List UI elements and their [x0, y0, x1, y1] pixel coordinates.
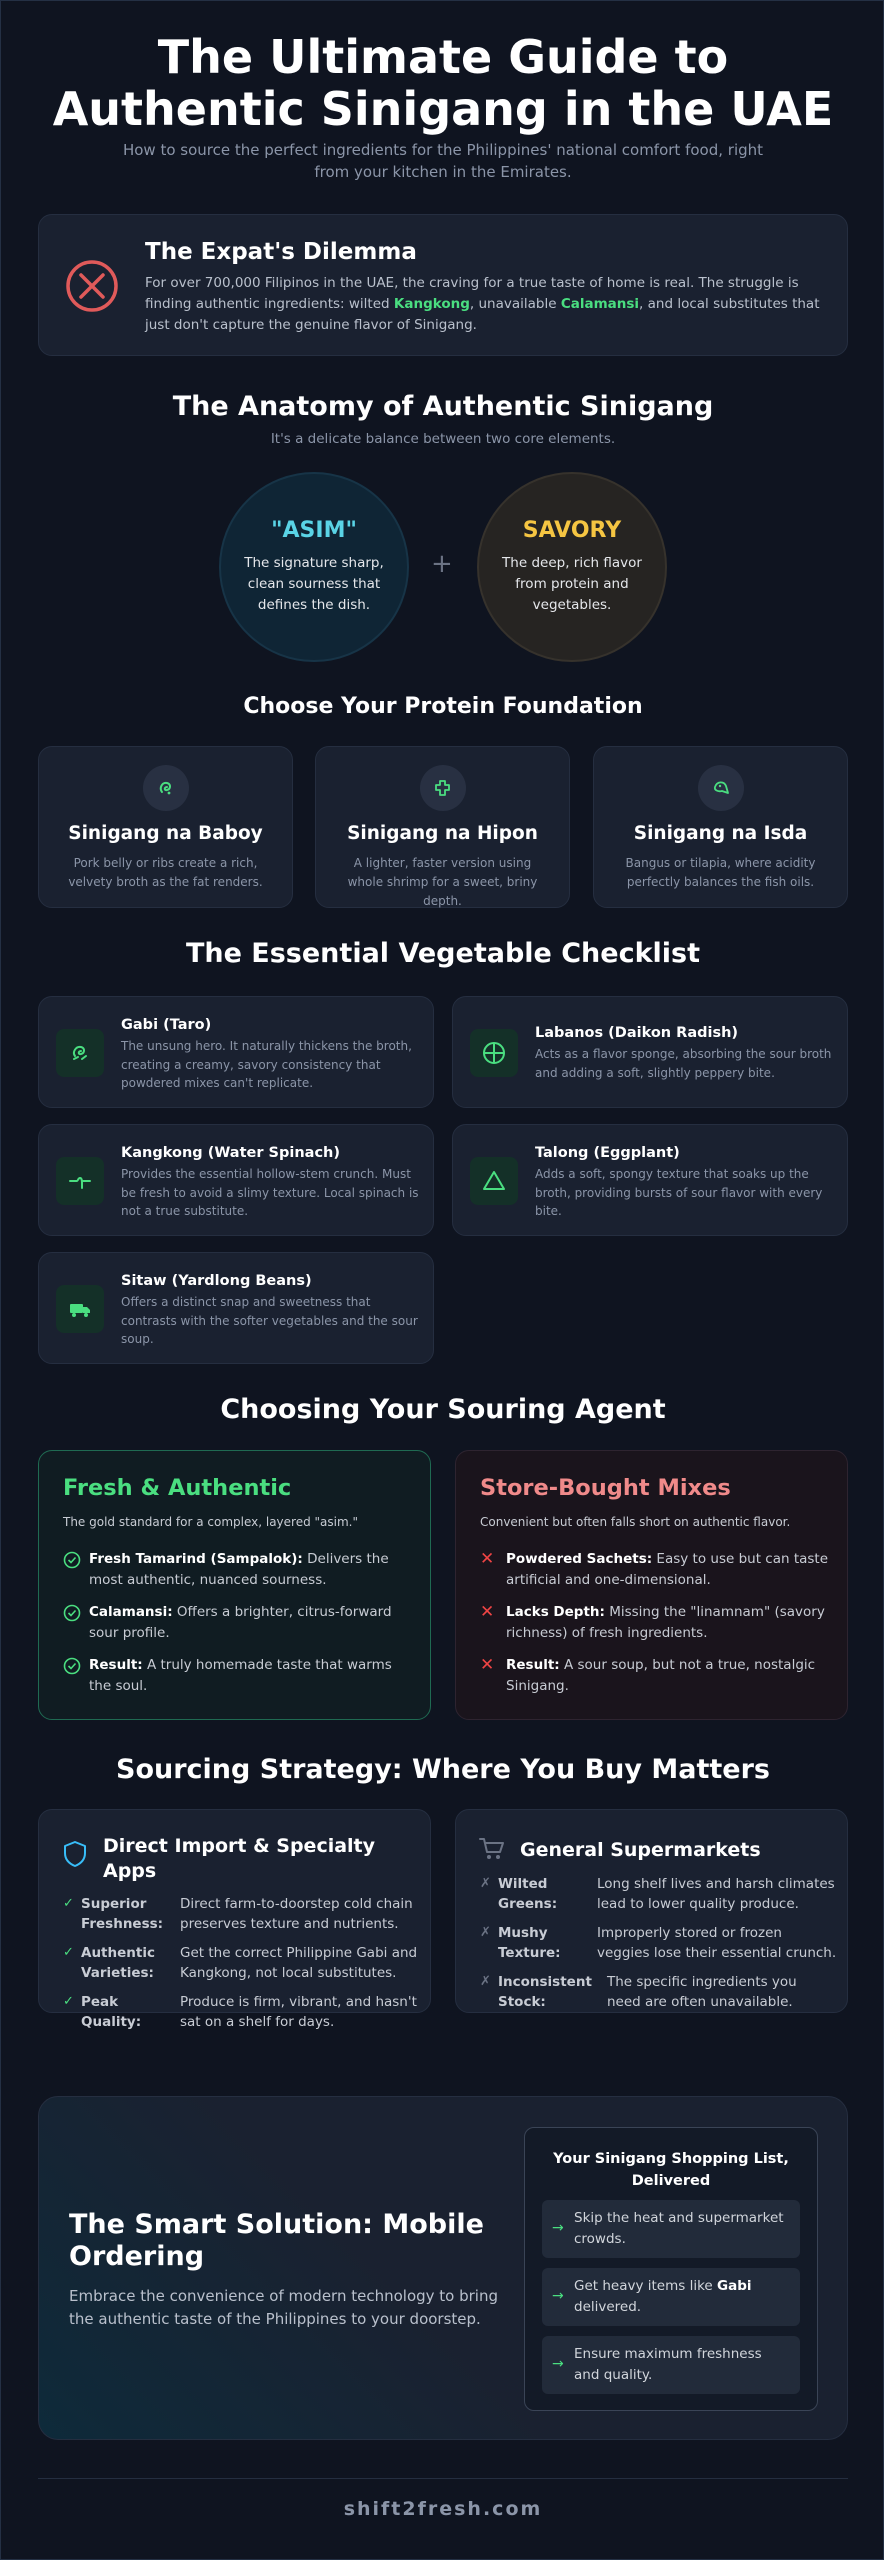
store-item: ✕ Result: A sour soup, but not a true, nostalgic Sinigang.: [480, 1655, 816, 1694]
x-mark-icon: ✕: [480, 1602, 495, 1622]
store-item: ✕ Powdered Sachets: Easy to use but can taste artificial and one-dimensional.: [480, 1549, 829, 1588]
supermarket-card: General Supermarkets ✗ Wilted Greens: Long shelf lives and harsh climates lead to lower quality produce. ✗ Mushy Texture: Improperly stored or frozen veggies lose their essential crunch. ✗ Inconsistent Stock: The specific ingredients you need are often unavailable.: [455, 1809, 848, 2013]
veg-name: Talong (Eggplant): [535, 1145, 680, 1161]
protein-card-hipon: [315, 746, 570, 908]
veg-card-kangkong: [38, 1124, 434, 1236]
footer-divider: [38, 2478, 848, 2479]
radish-icon: [470, 1029, 518, 1077]
veg-card-gabi: [38, 996, 434, 1108]
fresh-title: Fresh & Authentic: [63, 1475, 292, 1501]
smart-desc: Embrace the convenience of modern technology to bring the authentic taste of the Philippines to your doorstep.: [69, 2287, 499, 2328]
protein-name: Sinigang na Baboy: [68, 823, 263, 844]
check-circle-icon: [63, 1551, 81, 1569]
eggplant-icon: [470, 1157, 518, 1205]
savory-desc: The deep, rich flavor from protein and vegetables.: [502, 555, 642, 613]
dilemma-text: For over 700,000 Filipinos in the UAE, the craving for a true taste of home is real. The struggle is finding authentic ingredients: wilted Kangkong, unavailable Calamansi, and local substitutes that just don't capture the genuine flavor of Sinigang.: [145, 275, 820, 333]
shopping-list-item: → Get heavy items like Gabi delivered.: [542, 2268, 800, 2326]
check-circle-icon: [63, 1604, 81, 1622]
asim-desc: The signature sharp, clean sourness that defines the dish.: [244, 555, 384, 613]
veg-name: Sitaw (Yardlong Beans): [121, 1273, 312, 1289]
protein-desc: A lighter, faster version using whole shrimp for a sweet, briny depth.: [347, 856, 538, 908]
veg-card-talong: [452, 1124, 848, 1236]
smart-title: The Smart Solution: Mobile Ordering: [69, 2209, 484, 2272]
fresh-card: [38, 1450, 431, 1720]
footer-brand[interactable]: shift2fresh.com: [343, 2498, 543, 2520]
highlight-kangkong: Kangkong: [393, 296, 470, 312]
veg-card-sitaw: [38, 1252, 434, 1364]
plus-sign: +: [431, 549, 453, 579]
fresh-item: Result: A truly homemade taste that warms the soul.: [63, 1655, 413, 1697]
shopping-list-item: → Skip the heat and supermarket crowds.: [542, 2200, 800, 2258]
check-icon: ✓: [63, 1896, 74, 1911]
page-title: The Ultimate Guide to Authentic Sinigang in the UAE: [52, 30, 834, 136]
protein-title: Choose Your Protein Foundation: [243, 694, 643, 719]
spinach-icon: [56, 1157, 104, 1205]
veg-desc: Acts as a flavor sponge, absorbing the sour broth and adding a soft, slightly peppery bite.: [535, 1047, 832, 1080]
store-card: [455, 1450, 848, 1720]
shopping-list-item: → Ensure maximum freshness and quality.: [542, 2336, 800, 2394]
fresh-subtitle: The gold standard for a complex, layered "asim.": [63, 1515, 359, 1529]
protein-card-isda: [593, 746, 848, 908]
agents-title: Choosing Your Souring Agent: [220, 1394, 666, 1425]
x-mark-icon: ✕: [480, 1549, 495, 1569]
shrimp-icon: [420, 765, 466, 811]
savory-circle: [477, 472, 667, 662]
protein-name: Sinigang na Hipon: [347, 823, 538, 844]
smart-solution-panel: [38, 2096, 848, 2440]
store-item: ✕ Lacks Depth: Missing the "linamnam" (savory richness) of fresh ingredients.: [480, 1602, 825, 1641]
x-circle-icon: [65, 259, 119, 313]
cart-icon: [478, 1836, 506, 1862]
asim-title: "ASIM": [271, 518, 357, 543]
veg-desc: The unsung hero. It naturally thickens the broth, creating a creamy, savory consistency that powdered mixes can't replicate.: [121, 1039, 412, 1090]
protein-card-baboy: [38, 746, 293, 908]
direct-import-card: Direct Import & Specialty Apps ✓ Superior Freshness: Direct farm-to-doorstep cold chain preserves texture and nutrients. ✓ Authentic Varieties: Get the correct Philippine Gabi and Kangkong, not local substitutes. ✓ Peak Quality: Produce is firm, vibrant, and hasn't sat on a shelf for days.: [38, 1809, 431, 2013]
protein-name: Sinigang na Isda: [633, 823, 808, 844]
veg-card-labanos: [452, 996, 848, 1108]
veg-desc: Adds a soft, spongy texture that soaks up the broth, providing bursts of sour flavor with every bite.: [535, 1167, 823, 1218]
savory-title: SAVORY: [522, 518, 622, 543]
veg-name: Kangkong (Water Spinach): [121, 1145, 340, 1161]
x-mark-icon: ✗: [480, 1925, 491, 1940]
page-subtitle: How to source the perfect ingredients for the Philippines' national comfort food, right from your kitchen in the Emirates.: [122, 141, 764, 181]
store-subtitle: Convenient but often falls short on authentic flavor.: [480, 1515, 791, 1529]
supermarket-title: General Supermarkets: [520, 1839, 761, 1861]
pork-icon: [143, 765, 189, 811]
protein-desc: Bangus or tilapia, where acidity perfectly balances the fish oils.: [625, 856, 816, 889]
x-mark-icon: ✗: [480, 1876, 491, 1891]
dilemma-title: The Expat's Dilemma: [145, 239, 417, 265]
arrow-right-icon: →: [552, 2220, 564, 2236]
arrow-right-icon: →: [552, 2356, 564, 2372]
strategy-title: Sourcing Strategy: Where You Buy Matters: [116, 1754, 770, 1785]
veg-name: Labanos (Daikon Radish): [535, 1025, 739, 1041]
shield-icon: [63, 1840, 87, 1868]
vegetables-title: The Essential Vegetable Checklist: [185, 938, 701, 969]
fresh-item: Calamansi: Offers a brighter, citrus-forward sour profile.: [63, 1602, 413, 1644]
check-icon: ✓: [63, 1945, 74, 1960]
veg-desc: Offers a distinct snap and sweetness that contrasts with the softer vegetables and the sour soup.: [121, 1295, 418, 1346]
veg-desc: Provides the essential hollow-stem crunch. Must be fresh to avoid a slimy texture. Local spinach is not a true substitute.: [121, 1167, 419, 1218]
protein-desc: Pork belly or ribs create a rich, velvety broth as the fat renders.: [68, 856, 263, 889]
check-circle-icon: [63, 1657, 81, 1675]
veg-name: Gabi (Taro): [121, 1017, 212, 1033]
anatomy-subtitle: It's a delicate balance between two core elements.: [270, 431, 616, 447]
anatomy-title: The Anatomy of Authentic Sinigang: [172, 391, 714, 422]
asim-circle: [219, 472, 409, 662]
x-mark-icon: ✕: [480, 1655, 495, 1675]
store-title: Store-Bought Mixes: [480, 1475, 731, 1501]
arrow-right-icon: →: [552, 2288, 564, 2304]
shopping-list-box: [524, 2127, 818, 2411]
x-mark-icon: ✗: [480, 1974, 491, 1989]
shopping-list-title: Your Sinigang Shopping List, Delivered: [553, 2151, 789, 2189]
taro-icon: [56, 1029, 104, 1077]
beans-icon: [56, 1285, 104, 1333]
direct-title: Direct Import & Specialty Apps: [103, 1835, 376, 1882]
fresh-item: Fresh Tamarind (Sampalok): Delivers the most authentic, nuanced sourness.: [63, 1549, 413, 1591]
highlight-calamansi: Calamansi: [560, 296, 640, 312]
fish-icon: [698, 765, 744, 811]
dilemma-card: [38, 214, 848, 356]
check-icon: ✓: [63, 1994, 74, 2009]
